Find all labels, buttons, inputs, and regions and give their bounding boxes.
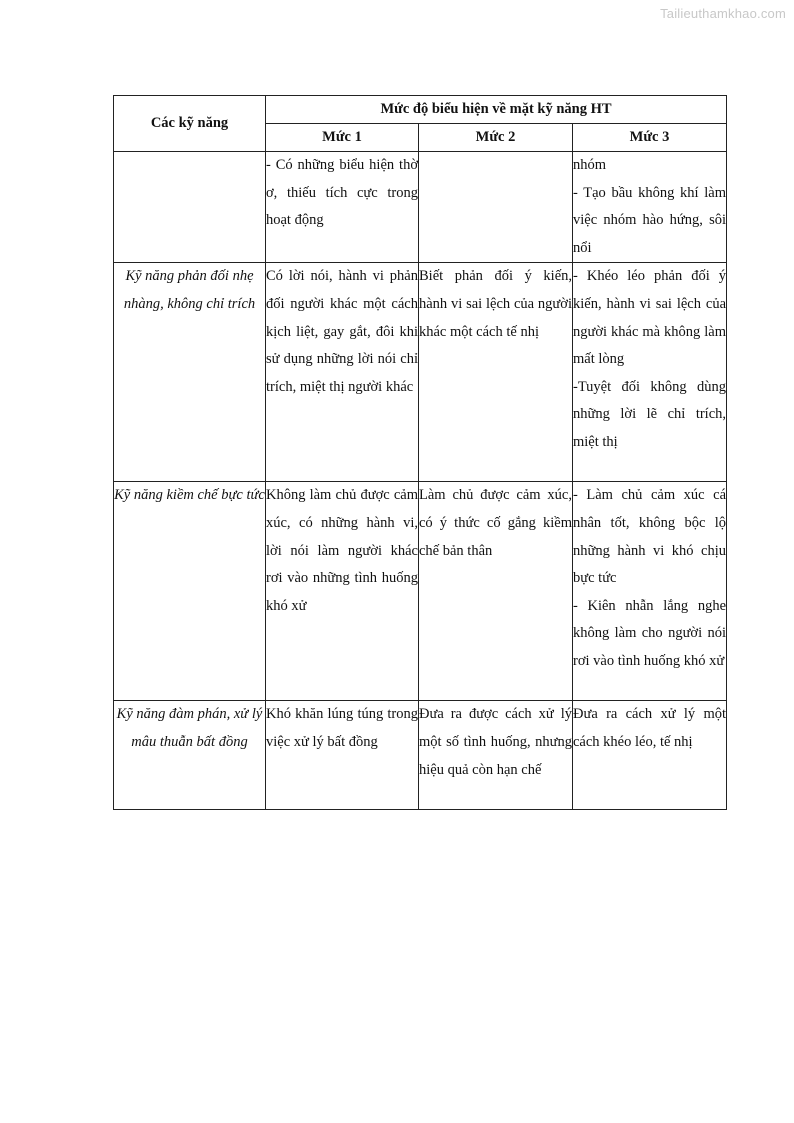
header-level-3: Mức 3	[573, 124, 727, 152]
level-2-cell: Biết phản đối ý kiến, hành vi sai lệch của người khác một cách tế nhị	[419, 263, 573, 482]
watermark: Tailieuthamkhao.com	[660, 6, 786, 21]
table-row	[114, 263, 727, 482]
level-3-line: - Khéo léo phản đối ý kiến, hành vi sai lệch của người khác mà không làm mất lòng	[573, 268, 727, 368]
skill-name: Kỹ năng kiềm chế bực tức	[114, 482, 266, 701]
level-3-line: - Kiên nhẫn lắng nghe không làm cho người nói rơi vào tình huống khó xử	[573, 597, 727, 669]
skill-name: Kỹ năng phản đối nhẹ nhàng, không chỉ trích	[114, 263, 266, 482]
table-row	[114, 701, 727, 810]
level-2-cell	[419, 152, 573, 263]
level-3-cell	[573, 482, 727, 701]
table-row	[114, 482, 727, 701]
level-3-line: nhóm	[573, 157, 607, 173]
header-level-2: Mức 2	[419, 124, 573, 152]
level-1-cell: - Có những biểu hiện thờ ơ, thiếu tích cực trong hoạt động	[266, 152, 419, 263]
level-3-line: - Tạo bầu không khí làm việc nhóm hào hứng, sôi nổi	[573, 184, 727, 256]
skills-table	[113, 95, 727, 810]
skill-name: Kỹ năng đàm phán, xử lý mâu thuẫn bất đồng	[114, 701, 266, 810]
level-1-cell: Không làm chủ được cảm xúc, có những hành vi, lời nói làm người khác rơi vào những tình huống khó xử	[266, 482, 419, 701]
level-3-line: - Làm chủ cảm xúc cá nhân tốt, không bộc lộ những hành vi khó chịu bực tức	[573, 487, 727, 587]
header-skills: Các kỹ năng	[114, 96, 266, 152]
table-row	[114, 152, 727, 263]
level-2-cell: Đưa ra được cách xử lý một số tình huống, nhưng hiệu quả còn hạn chế	[419, 701, 573, 810]
header-level-group: Mức độ biểu hiện về mặt kỹ năng HT	[266, 96, 727, 124]
header-level-1: Mức 1	[266, 124, 419, 152]
level-1-cell: Có lời nói, hành vi phản đối người khác một cách kịch liệt, gay gắt, đôi khi sử dụng những lời nói chỉ trích, miệt thị người khác	[266, 263, 419, 482]
level-3-line: -Tuyệt đối không dùng những lời lẽ chỉ trích, miệt thị	[573, 378, 727, 450]
level-1-cell: Khó khăn lúng túng trong việc xử lý bất đồng	[266, 701, 419, 810]
skill-name	[114, 152, 266, 263]
level-3-line: Đưa ra cách xử lý một cách khéo léo, tế nhị	[573, 706, 727, 750]
level-3-cell	[573, 263, 727, 482]
level-3-cell	[573, 701, 727, 810]
level-3-cell	[573, 152, 727, 263]
level-2-cell: Làm chủ được cảm xúc, có ý thức cố gắng kiềm chế bản thân	[419, 482, 573, 701]
